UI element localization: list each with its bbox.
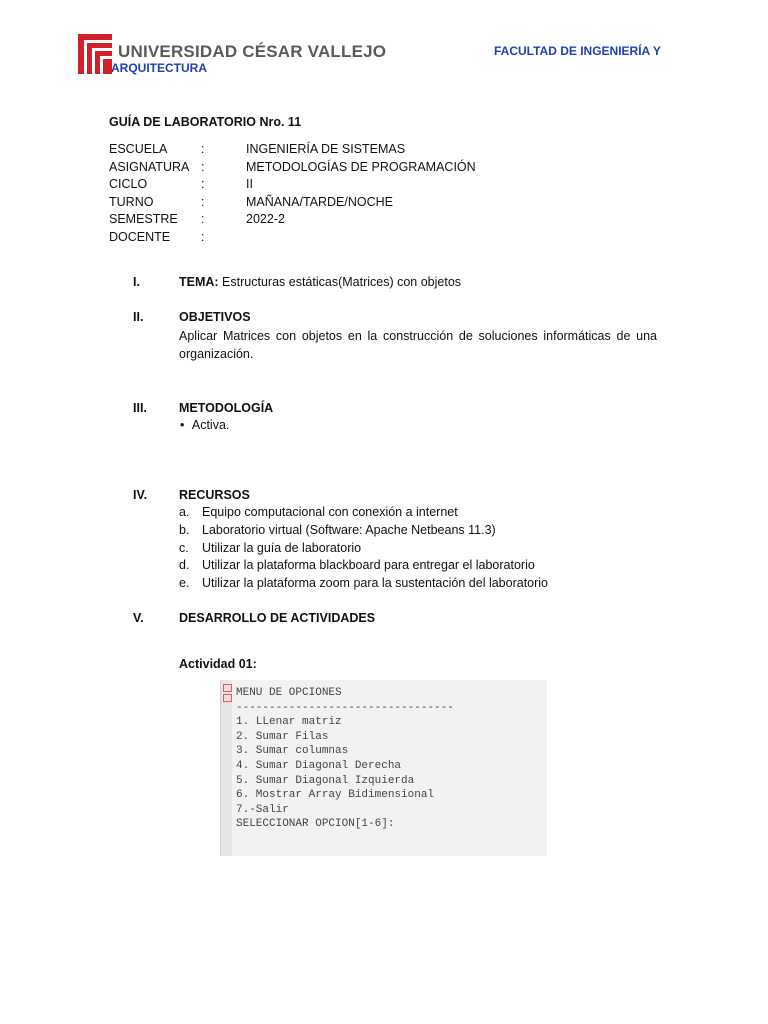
- section-heading: METODOLOGÍA: [179, 401, 274, 415]
- section-heading: RECURSOS: [179, 488, 250, 502]
- info-row-escuela: [109, 142, 529, 160]
- section-text: Estructuras estáticas(Matrices) con objetos: [218, 275, 462, 289]
- info-row-asignatura: [109, 160, 529, 178]
- console-line: 4. Sumar Diagonal Derecha: [236, 759, 402, 772]
- rerun-icon: [223, 694, 232, 702]
- info-row-semestre: [109, 212, 529, 230]
- console-line: MENU DE OPCIONES: [236, 687, 342, 699]
- resource-text: Utilizar la plataforma blackboard para entregar el laboratorio: [202, 558, 535, 572]
- info-label: DOCENTE: [109, 230, 171, 244]
- section-number: III.: [133, 401, 147, 415]
- info-value: II: [246, 177, 253, 191]
- info-label: ESCUELA: [109, 142, 168, 156]
- info-colon: :: [201, 160, 205, 174]
- info-colon: :: [201, 142, 205, 156]
- info-row-turno: [109, 195, 529, 213]
- resource-letter: b.: [179, 523, 190, 537]
- info-value: INGENIERÍA DE SISTEMAS: [246, 142, 406, 156]
- info-colon: :: [201, 212, 205, 226]
- section-heading: OBJETIVOS: [179, 310, 251, 324]
- university-name: UNIVERSIDAD CÉSAR VALLEJO: [118, 42, 387, 61]
- resource-letter: c.: [179, 541, 189, 555]
- bullet-text: Activa.: [191, 418, 230, 432]
- info-value: METODOLOGÍAS DE PROGRAMACIÓN: [246, 160, 476, 174]
- bullet-item: [180, 418, 229, 432]
- faculty-name: FACULTAD DE INGENIERÍA Y: [494, 44, 661, 58]
- info-colon: :: [201, 177, 205, 191]
- bullet-icon: •: [180, 418, 185, 432]
- activity-heading: Actividad 01:: [179, 657, 257, 671]
- console-line: 1. LLenar matriz: [236, 716, 342, 729]
- header-subtitle: ARQUITECTURA: [111, 61, 207, 75]
- info-colon: :: [201, 230, 205, 244]
- section-heading: TEMA:: [179, 275, 219, 289]
- info-colon: :: [201, 195, 205, 209]
- console-output-screenshot: [220, 680, 547, 856]
- section-number: V.: [133, 611, 144, 625]
- resource-letter: d.: [179, 558, 190, 572]
- console-line: 7.-Salir: [236, 803, 289, 816]
- console-line: 3. Sumar columnas: [236, 745, 349, 758]
- info-row-docente: [109, 230, 529, 248]
- resource-text: Laboratorio virtual (Software: Apache Netbeans 11.3): [202, 523, 496, 537]
- console-line: 5. Sumar Diagonal Izquierda: [236, 774, 415, 787]
- resource-text: Utilizar la plataforma zoom para la sustentación del laboratorio: [202, 576, 549, 590]
- section-number: IV.: [133, 488, 148, 502]
- stop-icon: [223, 684, 232, 692]
- info-label: CICLO: [109, 177, 148, 191]
- university-logo: [78, 34, 112, 74]
- info-label: TURNO: [109, 195, 154, 209]
- info-value: 2022-2: [246, 212, 285, 226]
- objectives-paragraph: Aplicar Matrices con objetos en la construcción de soluciones informáticas de una organización.: [179, 329, 657, 361]
- resource-text: Equipo computacional con conexión a internet: [202, 505, 458, 519]
- info-label: ASIGNATURA: [109, 160, 190, 174]
- console-line: 6. Mostrar Array Bidimensional: [236, 789, 435, 802]
- resource-letter: e.: [179, 576, 190, 590]
- resource-letter: a.: [179, 505, 190, 519]
- section-number: I.: [133, 275, 140, 289]
- console-line: 2. Sumar Filas: [236, 730, 329, 743]
- document-title: GUÍA DE LABORATORIO Nro. 11: [109, 115, 302, 129]
- info-value: MAÑANA/TARDE/NOCHE: [246, 195, 394, 209]
- console-gutter: [221, 680, 232, 856]
- section-tema: [179, 275, 461, 289]
- info-label: SEMESTRE: [109, 212, 178, 226]
- section-heading: DESARROLLO DE ACTIVIDADES: [179, 611, 376, 625]
- console-line: SELECCIONAR OPCION[1-6]:: [236, 818, 395, 831]
- info-row-ciclo: [109, 177, 529, 195]
- resource-text: Utilizar la guía de laboratorio: [202, 541, 362, 555]
- console-text: [236, 686, 454, 832]
- console-line: ---------------------------------: [236, 701, 454, 714]
- section-number: II.: [133, 310, 144, 324]
